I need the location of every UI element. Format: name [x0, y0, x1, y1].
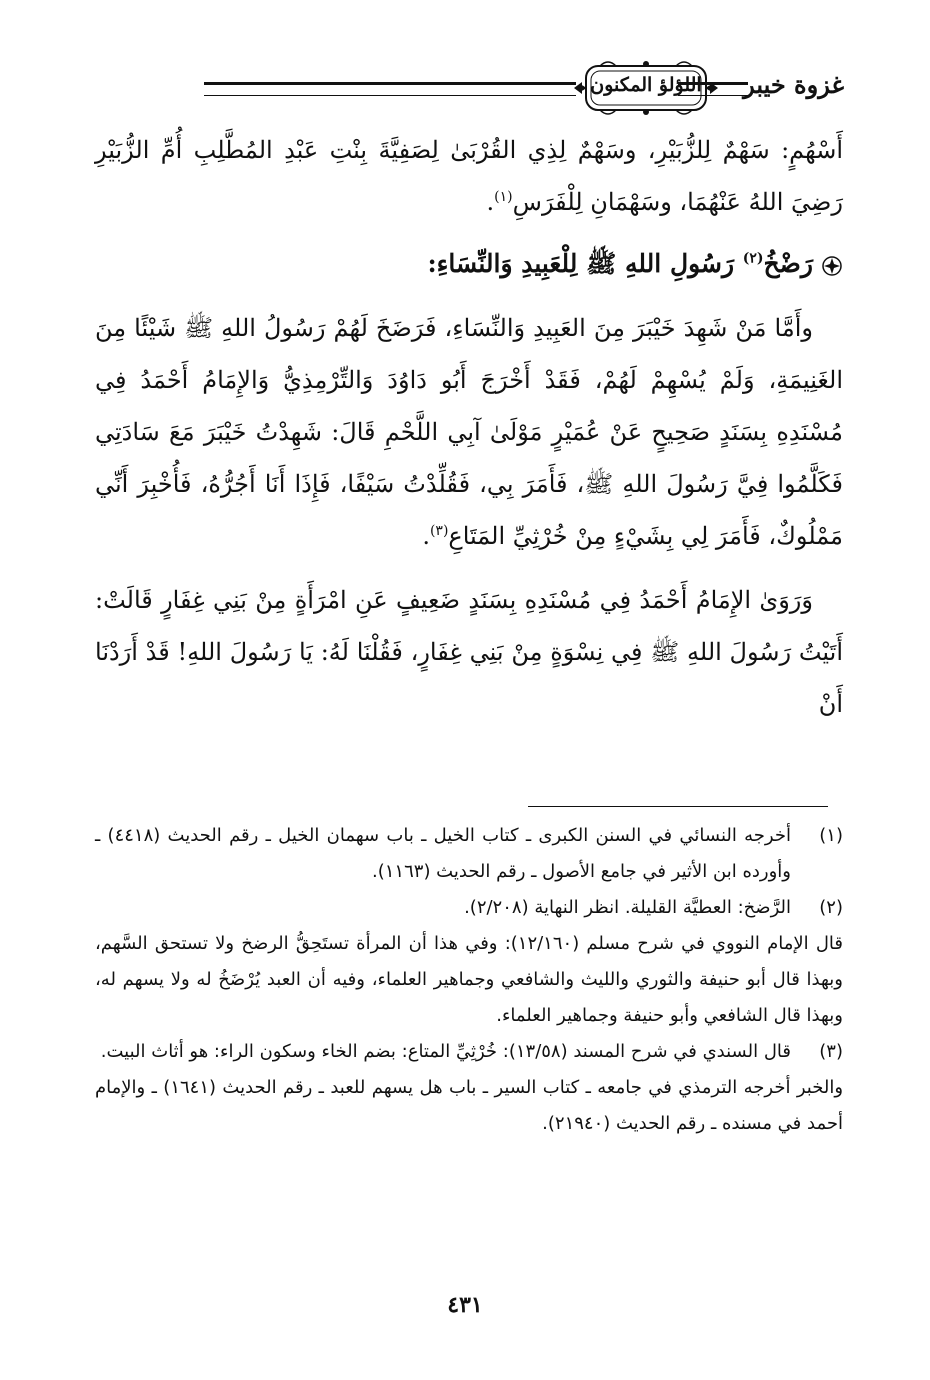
paragraph-1: أَسْهُمٍ: سَهْمٌ لِلزُّبَيْرِ، وسَهْمٌ لِذِي القُرْبَىٰ لِصَفِيَّةَ بِنْتِ عَبْدِ المُطَّلِبِ أُمِّ الزُّبَيْرِ رَضِيَ اللهُ عَنْهُمَا، وسَهْمَانِ لِلْفَرَسِ$^{(١)}$.	[95, 136, 843, 216]
footnote-text: قال السندي في شرح المسند (١٣/٥٨): خُرْثِيِّ المتاع: بضم الخاء وسكون الراء: هو أثاث البيت.	[100, 1041, 791, 1062]
footnote-separator	[528, 806, 828, 807]
section-heading: رَضْخُ$^{(٢)}$ رَسُولِ اللهِ ﷺ لِلْعَبِيدِ وَالنِّسَاءِ:	[95, 238, 843, 290]
footnote-text: الرَّضخ: العطيَّة القليلة. انظر النهاية (٢/٢٠٨).	[464, 897, 791, 918]
book-title-cartouche	[572, 58, 720, 118]
book-title: اللؤلؤ المكنون	[590, 74, 702, 96]
footnote-2	[95, 890, 843, 1034]
footnote-number: (٣)	[819, 1041, 843, 1062]
footnote-number: (١)	[819, 825, 843, 846]
footnote-text: قال الإمام النووي في شرح مسلم (١٢/١٦٠): وفي هذا أن المرأة تستَحِقُّ الرضخ ولا تستحق السَّهم، وبهذا قال أبو حنيفة والثوري والليث والشافعي وجماهير العلماء، وفيه أن العبد يُرْضَخُ له ولا يسهم له، وبهذا قال الشافعي وأبو حنيفة وجماهير العلماء.	[95, 933, 843, 1026]
main-text	[95, 124, 843, 730]
chapter-title: غزوة خيبر	[743, 70, 844, 99]
footnotes	[95, 818, 843, 1142]
footnote-ref-3: (٣)	[429, 523, 449, 539]
paragraph-2: وأَمَّا مَنْ شَهِدَ خَيْبَرَ مِنَ العَبِيدِ وَالنِّسَاءِ، فَرَضَخَ لَهُمْ رَسُولُ اللهِ ﷺ شَيْئًا مِنَ الغَنِيمَةِ، وَلَمْ يُسْهِمْ لَهُمْ، فَقَدْ أَخْرَجَ أَبُو دَاوُدَ وَالتِّرْمِذِيُّ وَالإِمَامُ أَحْمَدُ فِي مُسْنَدِهِ بِسَنَدٍ صَحِيحٍ عَنْ عُمَيْرٍ مَوْلَىٰ آبِي اللَّحْمِ قَالَ: شَهِدْتُ خَيْبَرَ مَعَ سَادَتِي فَكَلَّمُوا فِيَّ رَسُولَ اللهِ ﷺ، فَأَمَرَ بِي، فَقُلِّدْتُ سَيْفًا، فَإِذَا أَنَا أَجُرُّهُ، فَأُخْبِرَ أَنِّي مَمْلُوكٌ، فَأَمَرَ لِي بِشَيْءٍ مِنْ خُرْثِيِّ المَتَاعِ$^{(٣)}$.	[95, 314, 843, 550]
footnote-ref-1: (١)	[494, 189, 513, 205]
footnote-text: أخرجه النسائي في السنن الكبرى ـ كتاب الخيل ـ باب سهمان الخيل ـ رقم الحديث (٤٤١٨) ـ وأورده ابن الأثير في جامع الأصول ـ رقم الحديث (١١٦٣).	[95, 825, 791, 882]
flower-bullet-icon	[821, 255, 843, 277]
paragraph-3: وَرَوَىٰ الإِمَامُ أَحْمَدُ فِي مُسْنَدِهِ بِسَنَدٍ ضَعِيفٍ عَنِ امْرَأَةٍ مِنْ بَنِي غِفَارٍ قَالَتْ: أَتَيْتُ رَسُولَ اللهِ ﷺ فِي نِسْوَةٍ مِنْ بَنِي غِفَارٍ، فَقُلْنَا لَهُ: يَا رَسُولَ اللهِ! قَدْ أَرَدْنَا أَنْ	[95, 586, 843, 718]
footnote-text: والخبر أخرجه الترمذي في جامعه ـ كتاب السير ـ باب هل يسهم للعبد ـ رقم الحديث (١٦٤١) ـ والإمام أحمد في مسنده ـ رقم الحديث (٢١٩٤٠).	[95, 1077, 844, 1134]
footnote-3	[95, 1034, 843, 1142]
footnote-ref-2: (٢)	[742, 250, 764, 267]
header-rule-left	[204, 82, 576, 96]
running-header	[92, 58, 844, 120]
footnote-number: (٢)	[819, 897, 843, 918]
footnote-1	[95, 818, 843, 890]
page-number: ٤٣١	[447, 1292, 483, 1318]
